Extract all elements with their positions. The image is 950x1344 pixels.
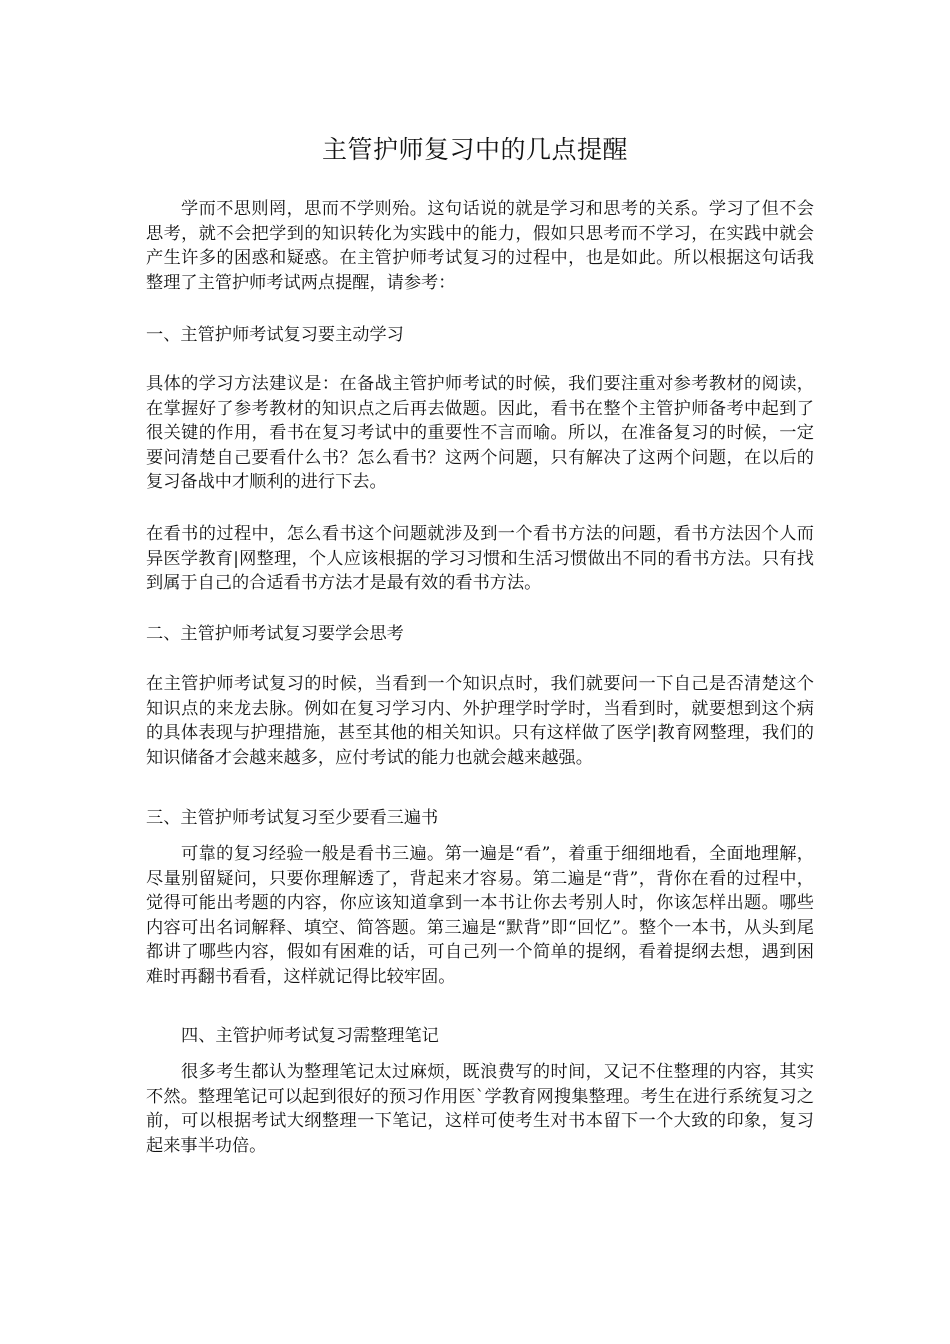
section-1-paragraph-2: 在看书的过程中，怎么看书这个问题就涉及到一个看书方法的问题，看书方法因个人而异医学教育|网整理，个人应该根据的学习习惯和生活习惯做出不同的看书方法。只有找到属于自己的合适看书方法才是最有效的看书方法。 bbox=[146, 524, 814, 594]
section-3-paragraph-1: 可靠的复习经验一般是看书三遍。第一遍是“看”，着重于细细地看，全面地理解，尽量别留疑问，只要你理解透了，背起来才容易。第二遍是“背”，背你在看的过程中，觉得可能出考题的内容，你应该知道拿到一本书让你去考别人时，你该怎样出题。哪些内容可出名词解释、填空、简答题。第三遍是“默背”即“回忆”。整个一本书，从头到尾都讲了哪些内容，假如有困难的话，可自己列一个简单的提纲，看着提纲去想，遇到困难时再翻书看看，这样就记得比较牢固。 bbox=[146, 844, 814, 987]
section-1-heading: 一、主管护师考试复习要主动学习 bbox=[146, 325, 404, 345]
section-1-paragraph-1: 具体的学习方法建议是：在备战主管护师考试的时候，我们要注重对参考教材的阅读，在掌握好了参考教材的知识点之后再去做题。因此，看书在整个主管护师备考中起到了很关键的作用，看书在复习考试中的重要性不言而喻。所以，在准备复习的时候，一定要问清楚自己要看什么书？怎么看书？这两个问题，只有解决了这两个问题，在以后的复习备战中才顺利的进行下去。 bbox=[146, 374, 814, 493]
intro-paragraph: 学而不思则罔，思而不学则殆。这句话说的就是学习和思考的关系。学习了但不会思考，就不会把学到的知识转化为实践中的能力，假如只思考而不学习，在实践中就会产生许多的困惑和疑惑。在主管护师考试复习的过程中，也是如此。所以根据这句话我整理了主管护师考试两点提醒，请参考： bbox=[146, 199, 814, 293]
section-2-heading: 二、主管护师考试复习要学会思考 bbox=[146, 624, 404, 644]
section-2-paragraph-1: 在主管护师考试复习的时候，当看到一个知识点时，我们就要问一下自己是否清楚这个知识点的来龙去脉。例如在复习学习内、外护理学时学时，当看到时，就要想到这个病的具体表现与护理措施，甚至其他的相关知识。只有这样做了医学|教育网整理，我们的知识储备才会越来越多，应付考试的能力也就会越来越强。 bbox=[146, 674, 814, 768]
document-title: 主管护师复习中的几点提醒 bbox=[321, 135, 628, 164]
section-4-heading: 四、主管护师考试复习需整理笔记 bbox=[181, 1026, 439, 1046]
section-3-heading: 三、主管护师考试复习至少要看三遍书 bbox=[146, 808, 439, 828]
section-4-paragraph-1: 很多考生都认为整理笔记太过麻烦，既浪费写的时间，又记不住整理的内容，其实不然。整理笔记可以起到很好的预习作用医`学教育网搜集整理。考生在进行系统复习之前，可以根据考试大纲整理一下笔记，这样可使考生对书本留下一个大致的印象，复习起来事半功倍。 bbox=[146, 1062, 814, 1156]
